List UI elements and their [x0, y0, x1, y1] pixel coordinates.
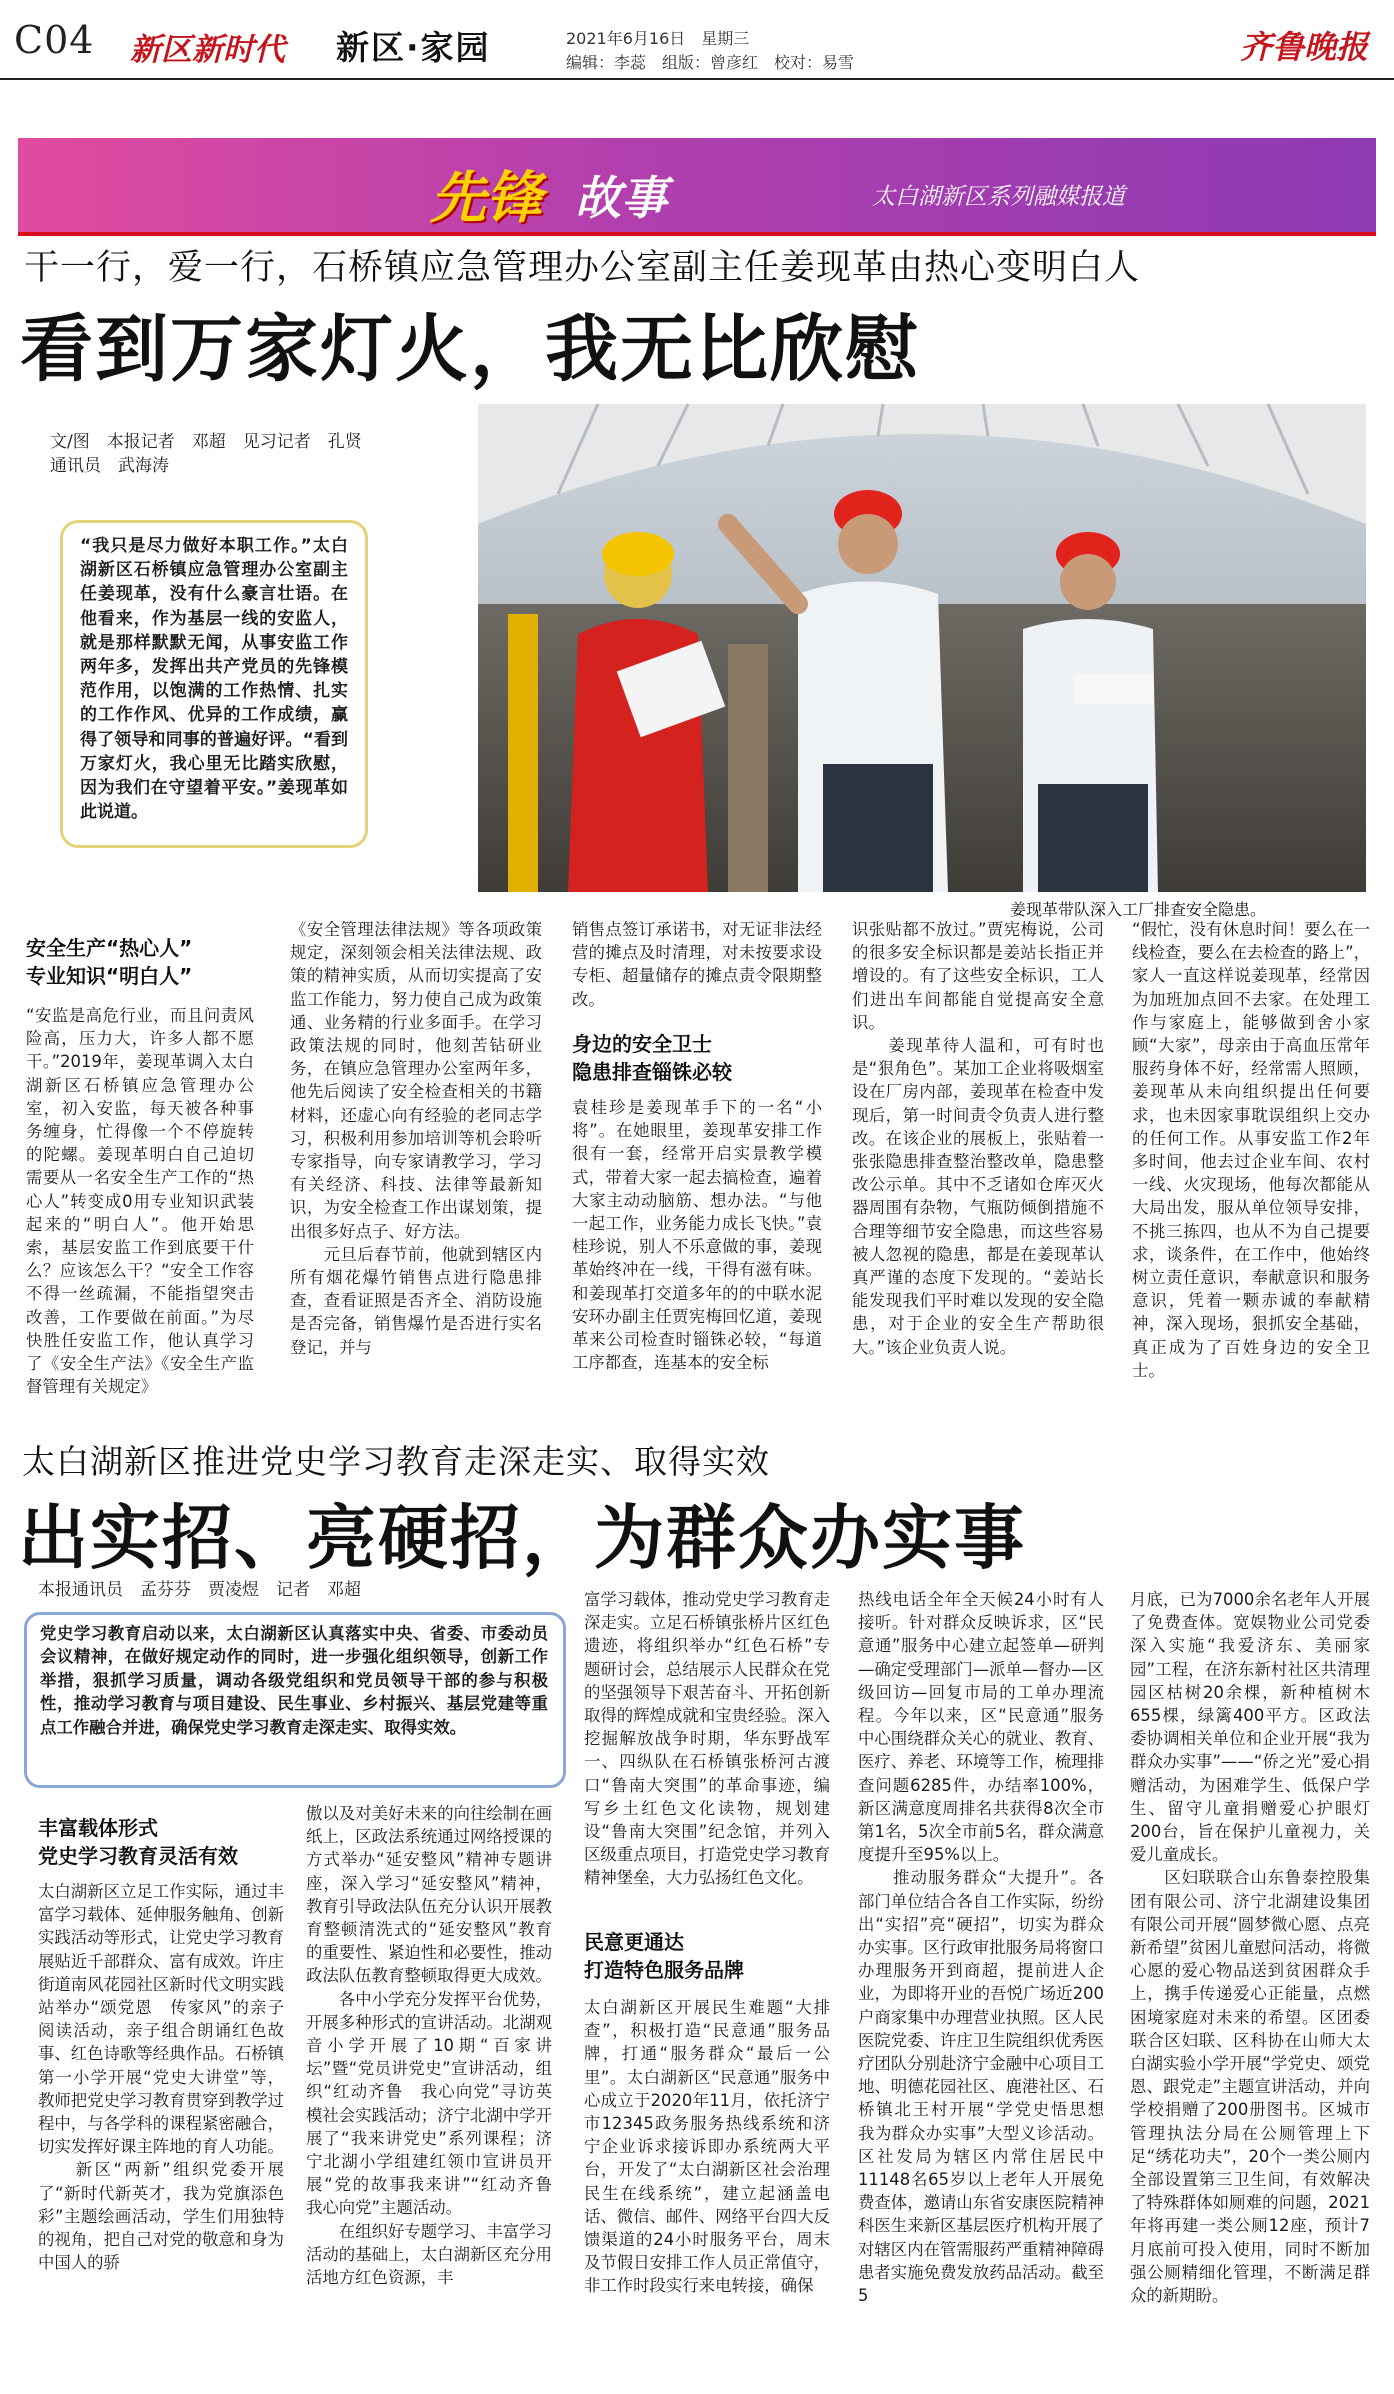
story2-col3: 太白湖新区开展民生难题“大排查”，积极打造“民意通”服务品牌，打通“服务群众“最后一公里”。太白湖新区“民意通”服务中心成立于2020年11月，依托济宁市12345政务服务热线系统和济宁企业诉求接诉即办系统两大平台，开发了“太白湖新区社会治理民生在线系统”，建立起涵盖电话、微信、邮件、网络平台四大反馈渠道的24小时服务平台，周末及节假日安排工作人员正常值守，非工作时段实行来电转接，确保 — [584, 1998, 830, 2296]
story1-col3-top: 销售点签订承诺书，对无证非法经营的摊点及时清理，对未按要求设专柜、超量储存的摊点责令限期整改。 — [572, 920, 822, 1009]
story1-lead: “我只是尽力做好本职工作。”太白湖新区石桥镇应急管理办公室副主任姜现革，没有什么豪言壮语。在他看来，作为基层一线的安监人，就是那样默默无闻，从事安监工作两年多，发挥出共产党员的先锋模范作用，以饱满的工作热情、扎实的工作作风、优异的工作成绩，赢得了领导和同事的普遍好评。“看到万家灯火，我心里无比踏实欣慰，因为我们在守望着平安。”姜现革如此说道。 — [80, 536, 348, 823]
story1-byline-2: 通讯员 武海涛 — [50, 456, 169, 476]
story1-col2: 《安全管理法律法规》等各项政策规定，深刻领会相关法律法规、政策的精神实质，从而切实提高了安监工作能力，努力使自己成为政策通、业务精的行业多面手。在学习政策法规的同时，他刻苦钻研业务，在镇应急管理办公室两年多，他先后阅读了安全检查相关的书籍材料，还虚心向有经验的老同志学习，积极利用参加培训等机会聆听专家指导，向专家请教学习，学习有关经济、科技、法律等最新知识，为安全检查工作出谋划策，提出很多好点子、好方法。 元旦后春节前，他就到辖区内所有烟花爆竹销售点进行隐患排查，查看证照是否齐全、消防设施是否完备，销售爆竹是否进行实名登记，并与 — [290, 920, 542, 1357]
story1-col5: “假忙，没有休息时间！要么在一线检查，要么在去检查的路上”，家人一直这样说姜现革，经常因为加班加点回不去家。在处理工作与家庭上，能够做到舍小家顾“大家”，母亲由于高血压常年服药身体不好，经常需人照顾，姜现革从未向组织提出任何要求，也未因家事耽误组织上交办的任何工作。从事安监工作2年多时间，他去过企业车间、农村一线、火灾现场，他每次都能从大局出发，服从单位领导安排，不挑三拣四，也从不为自己提要求，谈条件，在工作中，他始终树立责任意识，奉献意识和服务意识，凭着一颗赤诚的奉献精神，深入现场，狠抓安全基础，真正成为了百姓身边的安全卫士。 — [1132, 920, 1370, 1380]
story1-headline: 看到万家灯火，我无比欣慰 — [20, 307, 920, 392]
story2-col2: 傲以及对美好未来的向往绘制在画纸上，区政法系统通过网络授课的方式举办“延安整风”精神专题讲座，深入学习“延安整风”精神，教育引导政法队伍充分认识开展教育整顿清洗式的“延安整风”教育的重要性、紧迫性和必要性，推动政法队伍教育整顿取得更大成效。 各中小学充分发挥平台优势，开展多种形式的宣讲活动。北湖观音小学开展了10期“百家讲坛”暨“党员讲党史”宣讲活动，组织“红动齐鲁 我心向党”寻访英模社会实践活动；济宁北湖中学开展了“我来讲党史”系列课程；济宁北湖小学组建红领巾宣讲员开展“党的故事我来讲”“红动齐鲁 我心向党”主题活动。 在组织好专题学习、丰富学习活动的基础上，太白湖新区充分用活地方红色资源，丰 — [306, 1804, 552, 2288]
feature-banner — [18, 138, 1376, 236]
story1-col1: “安监是高危行业，而且问责风险高，压力大，许多人都不愿干。”2019年，姜现革调入太白湖新区石桥镇应急管理办公室，初入安监，每天被各种事务缠身，忙得像一个不停旋转的陀螺。姜现革明白自己迫切需要从一名安全生产工作的“热心人”转变成0用专业知识武装起来的“明白人”。他开始思索，基层安监工作到底要干什么？应该怎么干？“安全工作容不得一丝疏漏，不能指望突击改善，工作要做在前面。”为尽快胜任安监工作，他认真学习了《安全生产法》《安全生产监督管理有关规定》 — [26, 1006, 254, 1397]
story2-byline: 本报通讯员 孟芬芬 贾凌煜 记者 邓超 — [38, 1580, 361, 1600]
story2-col3-top: 富学习载体，推动党史学习教育走深走实。立足石桥镇张桥片区红色遗迹，将组织举办“红色石桥”专题研讨会，总结展示人民群众在党的坚强领导下艰苦奋斗、开拓创新取得的辉煌成就和宝贵经验。深入挖掘解放战争时期，华东野战军一、四纵队在石桥镇张桥河古渡口“鲁南大突围”的革命事迹，编写乡土红色文化读物，规划建设“鲁南大突围”纪念馆，并列入区级重点项目，打造党史学习教育精神堡垒，大力弘扬红色文化。 — [584, 1590, 830, 1888]
story2-col1: 太白湖新区立足工作实际，通过丰富学习载体、延伸服务触角、创新实践活动等形式，让党史学习教育展贴近千部群众、富有成效。许庄街道南风花园社区新时代文明实践站举办“颂党恩 传家风”的亲子阅读活动，亲子组合朗诵红色故事、红色诗歌等经典作品。石桥镇第一小学开展“党史大讲堂”等，教师把党史学习教育贯穿到教学过程中，与各学科的课程紧密融合，切实发挥好课主阵地的育人功能。 新区“两新”组织党委开展了“新时代新英才，我为党旗添色彩”主题绘画活动，学生们用独特的视角，把自己对党的敬意和身为中国人的骄 — [38, 1882, 284, 2273]
story2-col4: 热线电话全年全天候24小时有人接听。针对群众反映诉求，区“民意通”服务中心建立起签单—研判—确定受理部门—派单—督办—区级回访—回复市局的工单办理流程。今年以来，区“民意通”服务中心围绕群众关心的就业、教育、医疗、养老、环境等工作，梳理排查问题6285件，办结率100%，新区满意度周排名共获得8次全市第1名，5次全市前5名，群众满意度提升至95%以上。 推动服务群众“大提升”。各部门单位结合各自工作实际，纷纷出“实招”亮“硬招”，切实为群众办实事。区行政审批服务局将窗口办理服务开到商超，提前进人企业，为即将开业的吾悦广场近200户商家集中办理营业执照。区人民医院党委、许庄卫生院组织优秀医疗团队分别赴济宁金融中心项目工地、明德花园社区、鹿港社区、石桥镇北王村开展“学党史悟思想 我为群众办实事”大型义诊活动。区社发局为辖区内常住居民中11148名65岁以上老年人开展免费查体，邀请山东省安康医院精神科医生来新区基层医疗机构开展了对辖区内在管需服药严重精神障碍患者实施免费发放药品活动。截至5 — [858, 1590, 1104, 2306]
story1-col4: 识张贴都不放过。”贾宪梅说，公司的很多安全标识都是姜站长指正并增设的。有了这些安全标识，工人们进出车间都能自觉提高安全意识。 姜现革待人温和，可有时也是“狠角色”。某加工企业将吸烟室设在厂房内部，姜现革在检查中发现后，第一时间责令负责人进行整改。在该企业的展板上，张贴着一张张隐患排查整治整改单，隐患整改公示单。其中不乏诸如仓库灭火器周围有杂物，气瓶防倾倒措施不合理等细节安全隐患，而这些容易被人忽视的隐患，都是在姜现革认真严谨的态度下发现的。“姜站长能发现我们平时难以发现的安全隐患，对于企业的安全生产帮助很大。”该企业负责人说。 — [852, 920, 1104, 1357]
story2-col5: 月底，已为7000余名老年人开展了免费查体。宽娱物业公司党委深入实施“我爱济东、美丽家园”工程，在济东新村社区共清理园区枯树20余棵，新种植树木655棵，绿篱400平方。区政法委协调相关单位和企业开展“我为群众办实事”——“侨之光”爱心捐赠活动，为困难学生、低保户学生、留守儿童捐赠爱心护眼灯200台，旨在保护儿童视力，关爱儿童成长。 区妇联联合山东鲁泰控股集团有限公司、济宁北湖建设集团有限公司开展“圆梦微心愿、点亮新希望”贫困儿童慰问活动，将微心愿的爱心物品送到贫困群众手上，携手传递爱心正能量，点燃困境家庭对未来的希望。区团委联合区妇联、区科协在山师大太白湖实验小学开展“学党史、颂党恩、跟党走”主题宣讲活动，并向学校捐赠了200册图书。区城市管理执法分局在公厕管理上下足“绣花功夫”，20个一类公厕内全部设置第三卫生间，有效解决了特殊群体如厕难的问题，2021年将再建一类公厕12座，预计7月底前可投入使用，同时不断加强公厕精细化管理，不断满足群众的新期盼。 — [1130, 1590, 1370, 2306]
story1-col3: 袁桂珍是姜现革手下的一名“小将”。在她眼里，姜现革安排工作很有一套，经常开启实景教学模式，带着大家一起去搞检查，遍着大家主动动脑筋、想办法。“与他一起工作，业务能力成长飞快。”袁桂珍说，别人不乐意做的事，姜现革始终冲在一线，干得有滋有味。和姜现革打交道多年的的中联水泥安环办副主任贾宪梅回忆道，姜现革来公司检查时锱铢必较，“每道工序都查，连基本的安全标 — [572, 1098, 822, 1373]
dateline: 2021年6月16日 星期三 — [566, 29, 750, 48]
banner-kicker-b: 故事 — [575, 171, 667, 225]
story1-kicker: 干一行，爱一行，石桥镇应急管理办公室副主任姜现革由热心变明白人 — [24, 248, 1141, 288]
photo-caption: 姜现革带队深入工厂排查安全隐患。 — [1010, 900, 1267, 919]
story1-subhead-1: 安全生产“热心人” 专业知识“明白人” — [26, 936, 193, 988]
story1-subhead-2: 身边的安全卫士 隐患排查锱铢必较 — [572, 1032, 732, 1084]
factory-inspection-photo — [478, 404, 1366, 892]
banner-series-label: 太白湖新区系列融媒报道 — [872, 184, 1125, 210]
brand-logo: 齐鲁晚报 — [1240, 28, 1369, 66]
story1-byline-1: 文/图 本报记者 邓超 见习记者 孔贤 — [50, 432, 362, 452]
story2-kicker: 太白湖新区推进党史学习教育走深走实、取得实效 — [22, 1442, 770, 1481]
story2-subhead-1: 丰富载体形式 党史学习教育灵活有效 — [38, 1816, 238, 1868]
section-title: 新区·家园 — [336, 28, 491, 67]
paper-logo: 新区新时代 — [130, 32, 285, 68]
banner-kicker-a: 先锋 — [430, 166, 542, 231]
story2-lead: 党史学习教育启动以来，太白湖新区认真落实中央、省委、市委动员会议精神，在做好规定动作的同时，进一步强化组织领导，创新工作举措，狠抓学习质量，调动各级党组织和党员领导干部的参与积极性，推动学习教育与项目建设、民生事业、乡村振兴、基层党建等重点工作融合并进，确保党史学习教育走深走实、取得实效。 — [40, 1624, 548, 1737]
story2-subhead-2: 民意更通达 打造特色服务品牌 — [584, 1930, 744, 1982]
story2-headline: 出实招、亮硬招，为群众办实事 — [18, 1497, 1026, 1579]
page-number: C04 — [14, 18, 95, 62]
staff-credits: 编辑：李蕊 组版：曾彦红 校对：易雪 — [566, 53, 855, 72]
